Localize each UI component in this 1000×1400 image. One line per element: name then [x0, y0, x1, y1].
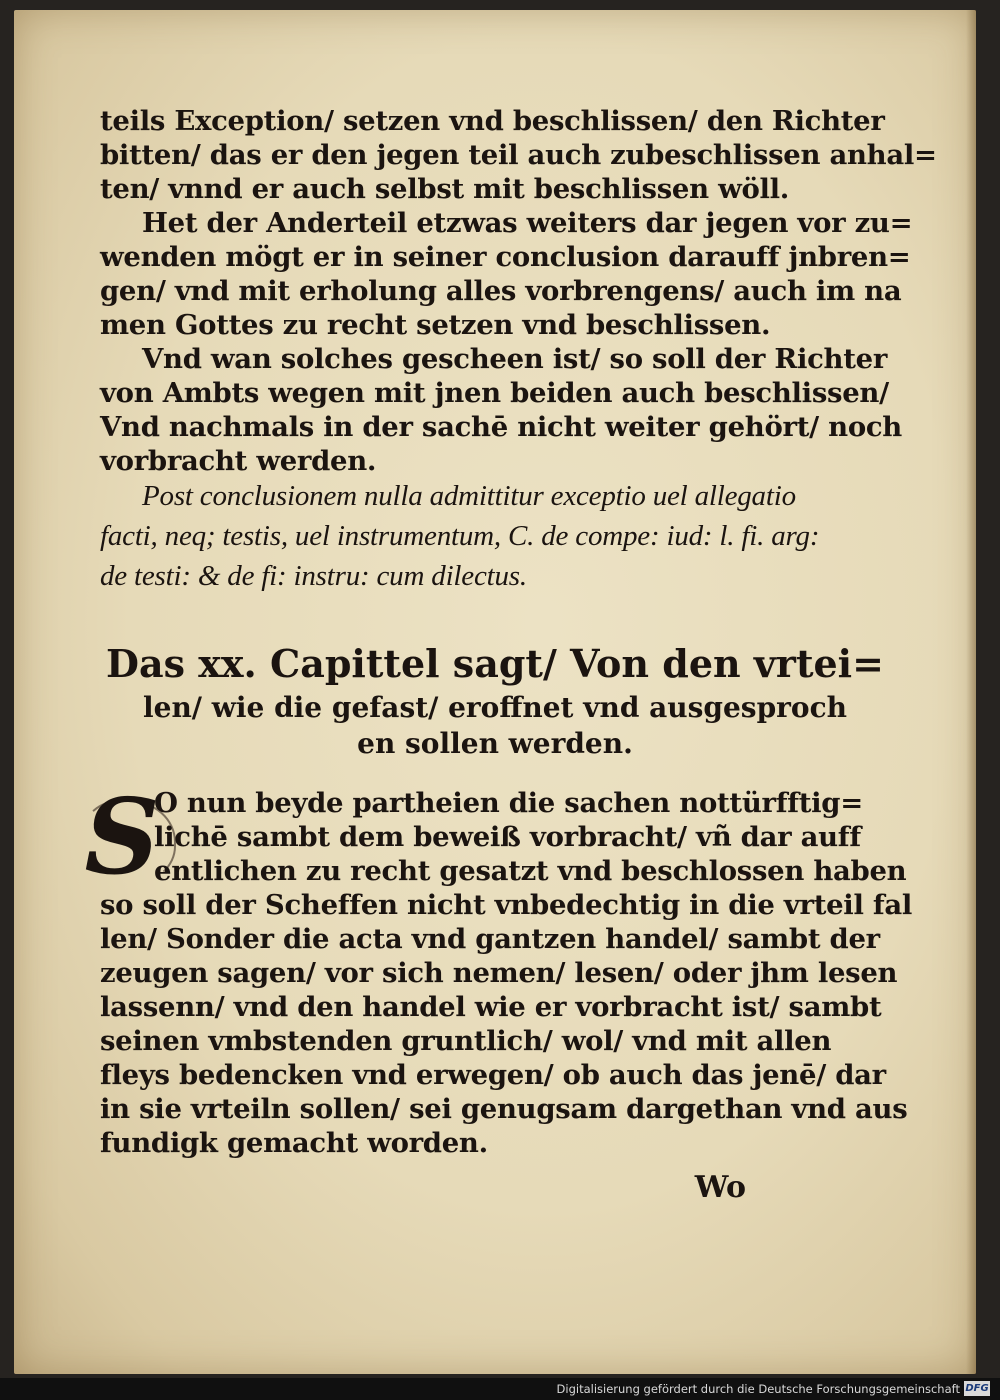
latin-annotation — [100, 476, 819, 596]
catchword: Wo — [694, 1170, 746, 1205]
paragraph-3 — [100, 342, 902, 478]
book-page — [14, 10, 976, 1374]
text-line: Post conclusionem nulla admittitur exceptio uel allegatio — [142, 480, 796, 512]
text-line: men Gottes zu recht setzen vnd beschlissen. — [100, 309, 771, 341]
drop-cap: S — [84, 775, 160, 898]
text-line: Het der Anderteil etzwas weiters dar jegen vor zu= — [142, 207, 913, 239]
text-line: facti, neq; testis, uel instrumentum, C. de compe: iud: l. fi. arg: — [100, 520, 820, 552]
body-paragraph — [100, 854, 912, 1160]
text-line: ten/ vnnd er auch selbst mit beschlissen wöll. — [100, 173, 790, 205]
text-line: bitten/ das er den jegen teil auch zubeschlissen anhal= — [100, 139, 937, 171]
heading-line-2: len/ wie die gefast/ eroffnet vnd ausgesproch — [143, 691, 847, 724]
text-line: entlichen zu recht gesatzt vnd beschlossen haben — [154, 855, 907, 887]
text-line: teils Exception/ setzen vnd beschlissen/ den Richter — [100, 105, 885, 137]
funding-credit: Digitalisierung gefördert durch die Deutsche Forschungsgemeinschaft — [556, 1382, 960, 1396]
text-line: gen/ vnd mit erholung alles vorbrengens/ auch im na — [100, 275, 902, 307]
text-line: fundigk gemacht worden. — [100, 1127, 488, 1159]
text-line: so soll der Scheffen nicht vnbedechtig in die vrteil fal — [100, 889, 913, 921]
text-line: Vnd nachmals in der sachē nicht weiter gehört/ noch — [100, 411, 902, 443]
text-line: seinen vmbstenden gruntlich/ wol/ vnd mit allen — [100, 1025, 832, 1057]
heading-line-1: Das xx. Capittel sagt/ Von den vrtei= — [106, 641, 884, 686]
heading-line-3: en sollen werden. — [357, 727, 633, 760]
text-line: in sie vrteiln sollen/ sei genugsam dargethan vnd aus — [100, 1093, 908, 1125]
text-line: zeugen sagen/ vor sich nemen/ lesen/ oder jhm lesen — [100, 957, 898, 989]
text-line: lassenn/ vnd den handel wie er vorbracht ist/ sambt — [100, 991, 882, 1023]
chapter-heading — [14, 638, 976, 762]
text-line: vorbracht werden. — [100, 445, 377, 477]
text-line: Vnd wan solches gescheen ist/ so soll der Richter — [142, 343, 888, 375]
text-line: wenden mögt er in seiner conclusion darauff jnbren= — [100, 241, 911, 273]
dfg-logo: DFG — [965, 1383, 989, 1394]
paragraph-1 — [100, 104, 937, 206]
text-line: len/ Sonder die acta vnd gantzen handel/ sambt der — [100, 923, 880, 955]
text-line: von Ambts wegen mit jnen beiden auch beschlissen/ — [100, 377, 889, 409]
body-first-lines — [154, 786, 863, 854]
text-line: de testi: & de fi: instru: cum dilectus. — [100, 560, 527, 592]
text-line: fleys bedencken vnd erwegen/ ob auch das jenē/ dar — [100, 1059, 886, 1091]
text-line: lichē sambt dem beweiß vorbracht/ vñ dar auff — [154, 821, 861, 853]
text-line: O nun beyde partheien die sachen nottürfftig= — [154, 787, 863, 819]
paragraph-2 — [100, 206, 912, 342]
